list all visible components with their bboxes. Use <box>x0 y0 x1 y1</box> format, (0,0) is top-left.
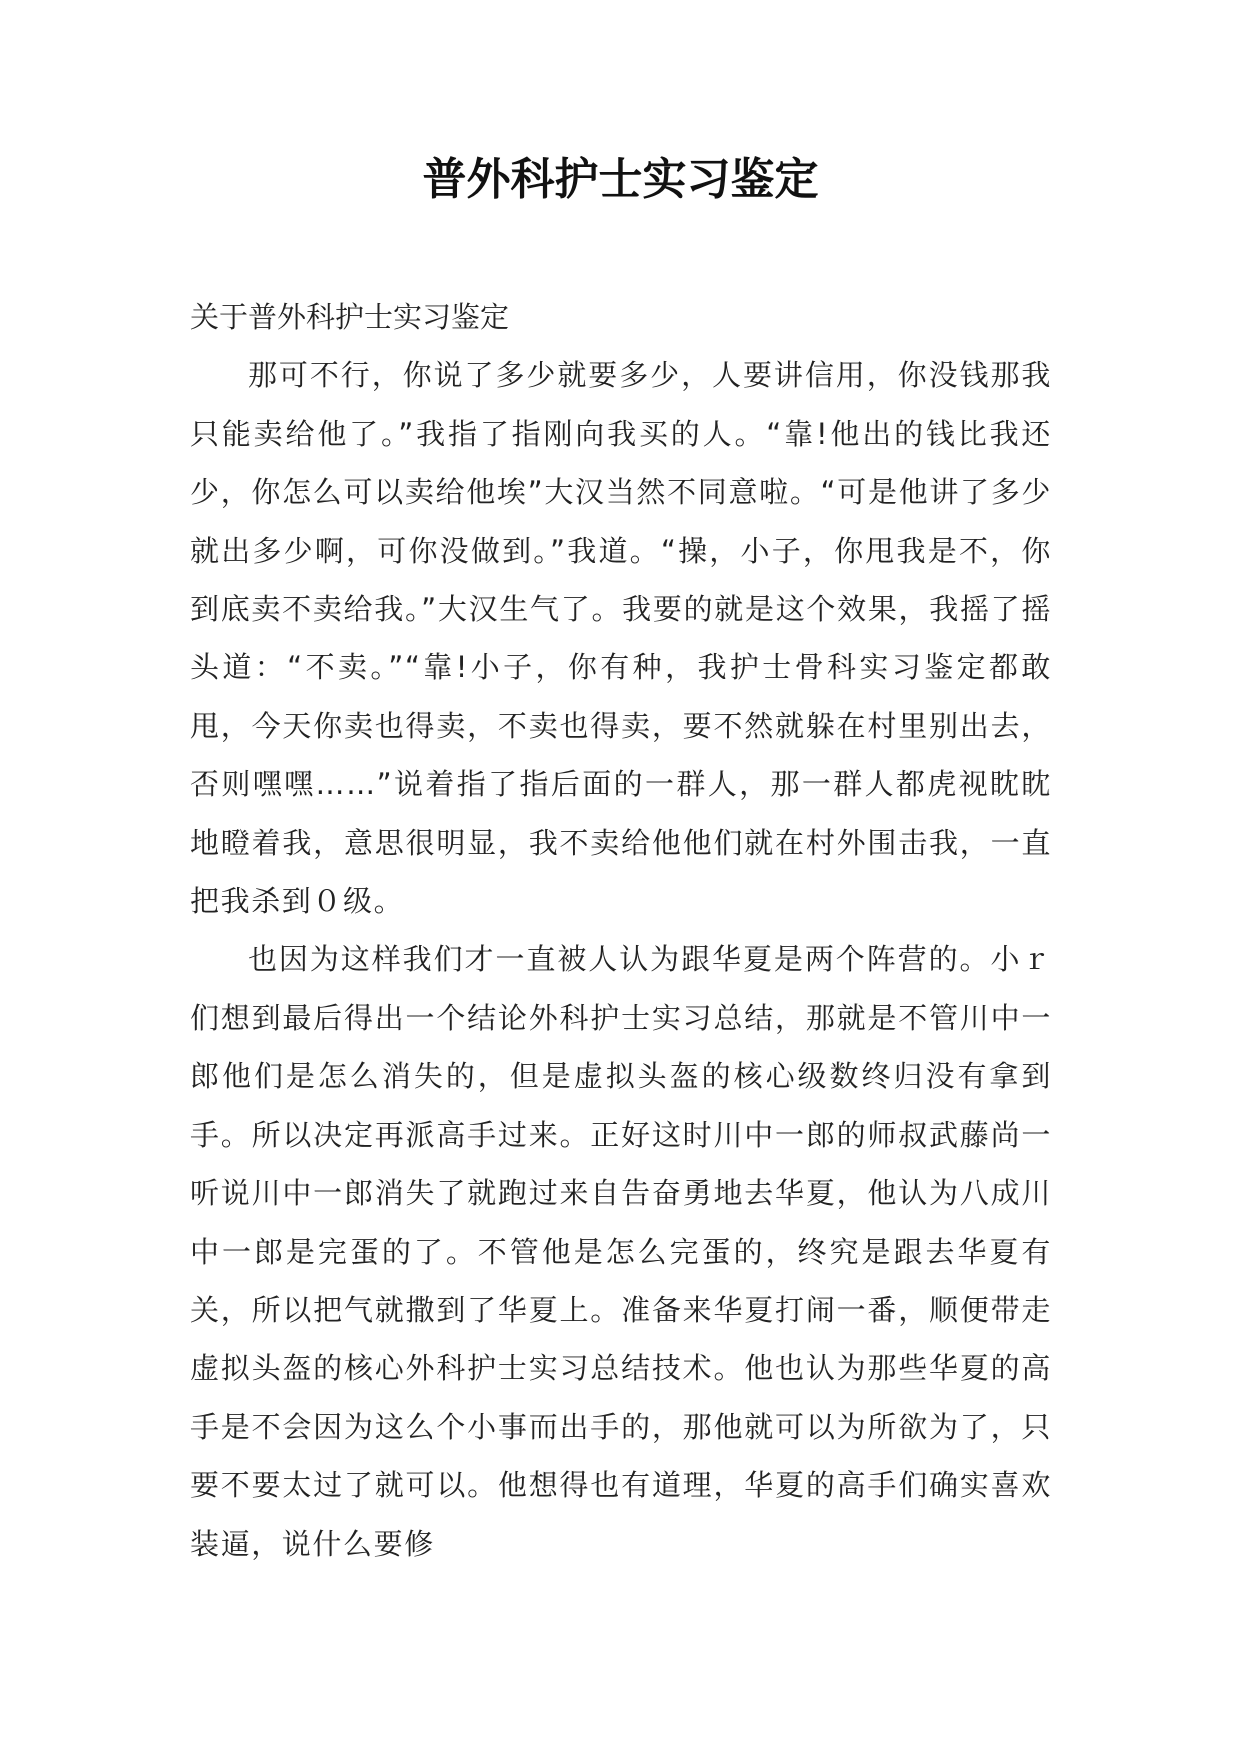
paragraph: 也因为这样我们才一直被人认为跟华夏是两个阵营的。小ｒ们想到最后得出一个结论外科护士实习总结，那就是不管川中一郎他们是怎么消失的，但是虚拟头盔的核心级数终归没有拿到手。所以决定再派高手过来。正好这时川中一郎的师叔武藤尚一听说川中一郎消失了就跑过来自告奋勇地去华夏，他认为八成川中一郎是完蛋的了。不管他是怎么完蛋的，终究是跟去华夏有关，所以把气就撒到了华夏上。准备来华夏打闹一番，顺便带走虚拟头盔的核心外科护士实习总结技术。他也认为那些华夏的高手是不会因为这么个小事而出手的，那他就可以为所欲为了，只要不要太过了就可以。他想得也有道理，华夏的高手们确实喜欢装逼，说什么要修 <box>190 942 1052 1561</box>
document-title: 普外科护士实习鉴定 <box>422 154 819 205</box>
paragraph: 那可不行，你说了多少就要多少，人要讲信用，你没钱那我只能卖给他了。”我指了指刚向我买的人。“靠!他出的钱比我还少，你怎么可以卖给他埃”大汉当然不同意啦。“可是他讲了多少就出多少啊，可你没做到。”我道。“操，小子，你甩我是不，你到底卖不卖给我。”大汉生气了。我要的就是这个效果，我摇了摇头道：“不卖。”“靠!小子，你有种，我护士骨科实习鉴定都敢甩，今天你卖也得卖，不卖也得卖，要不然就躲在村里别出去，否则嘿嘿……”说着指了指后面的一群人，那一群人都虎视眈眈地瞪着我，意思很明显，我不卖给他他们就在村外围击我，一直把我杀到０级。 <box>190 358 1052 919</box>
document-subtitle: 关于普外科护士实习鉴定 <box>190 300 510 334</box>
document-body <box>190 288 1052 1573</box>
